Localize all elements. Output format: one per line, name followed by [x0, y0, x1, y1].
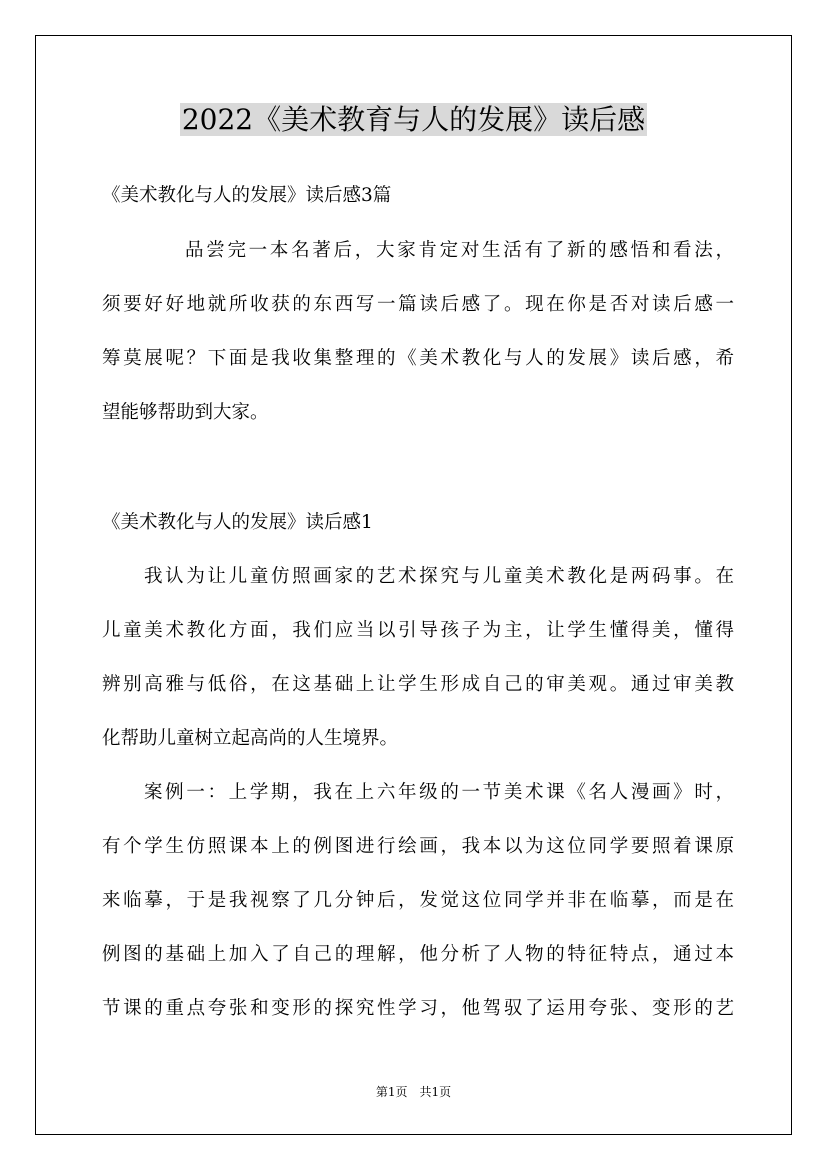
intro-line-4: 望能够帮助到大家。	[102, 402, 269, 423]
para2-line-2: 有个学生仿照课本上的例图进行绘画，我本以为这位同学要照着课原	[102, 836, 734, 857]
para1-line-3: 辨别高雅与低俗，在这基础上让学生形成自己的审美观。通过审美教	[102, 674, 734, 695]
para2-line-5: 节课的重点夸张和变形的探究性学习，他驾驭了运用夸张、变形的艺	[102, 998, 734, 1019]
para1-line-4: 化帮助儿童树立起高尚的人生境界。	[102, 728, 399, 749]
intro-line-2: 须要好好地就所收获的东西写一篇读后感了。现在你是否对读后感一	[102, 294, 734, 315]
page-number: 第1页 共1页	[375, 1085, 452, 1099]
subtitle: 《美术教化与人的发展》读后感3篇	[102, 185, 392, 206]
para1-line-1: 我认为让儿童仿照画家的艺术探究与儿童美术教化是两码事。在	[144, 566, 734, 587]
para2-line-3: 来临摹，于是我视察了几分钟后，发觉这位同学并非在临摹，而是在	[102, 890, 734, 911]
para2-line-1: 案例一：上学期，我在上六年级的一节美术课《名人漫画》时，	[144, 782, 734, 803]
intro-line-1: 品尝完一本名著后，大家肯定对生活有了新的感悟和看法，	[185, 240, 734, 261]
section-heading: 《美术教化与人的发展》读后感1	[102, 512, 373, 533]
para2-line-4: 例图的基础上加入了自己的理解，他分析了人物的特征特点，通过本	[102, 944, 734, 965]
para1-line-2: 儿童美术教化方面，我们应当以引导孩子为主，让学生懂得美，懂得	[102, 620, 734, 641]
intro-line-3: 筹莫展呢？下面是我收集整理的《美术教化与人的发展》读后感，希	[102, 348, 734, 369]
document-title: 2022《美术教育与人的发展》读后感	[181, 103, 646, 136]
